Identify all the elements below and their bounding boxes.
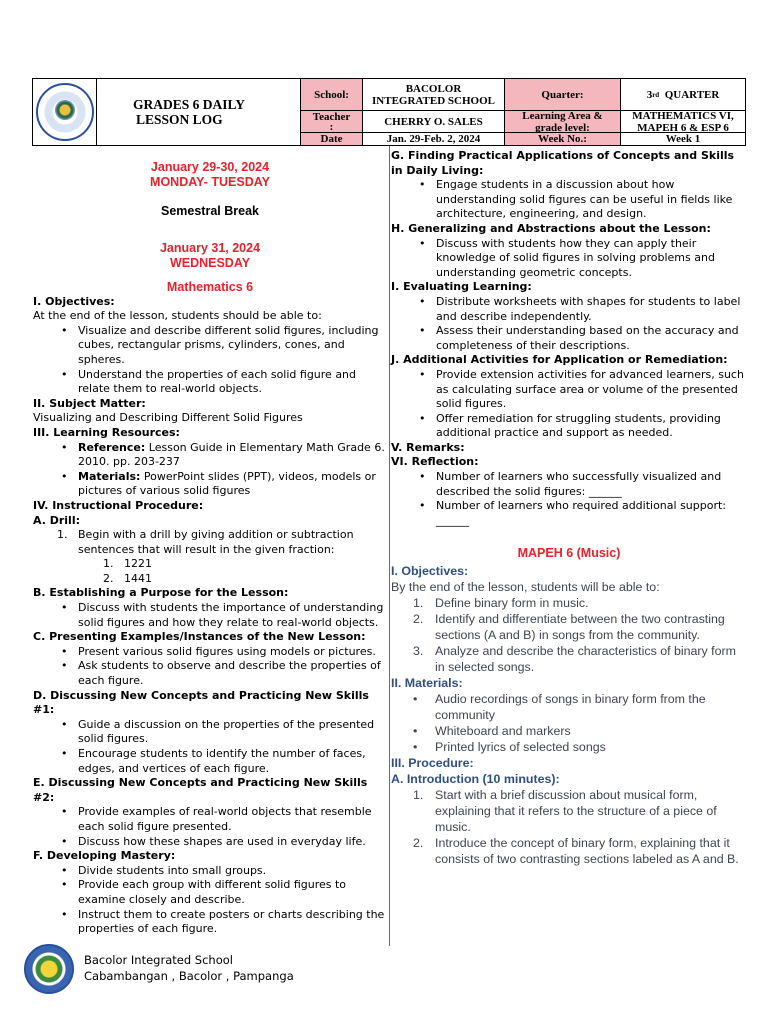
discussing1-list xyxy=(33,718,387,776)
date1-line-2: MONDAY- TUESDAY xyxy=(150,175,270,189)
mapeh-section xyxy=(391,563,747,867)
list-number: 1. xyxy=(413,788,424,803)
title-line-1: GRADES 6 DAILY xyxy=(133,97,246,112)
list-number: 1. xyxy=(103,557,114,571)
list-item xyxy=(33,572,387,587)
list-number: 1. xyxy=(57,528,68,542)
drill-list xyxy=(33,528,387,557)
list-item: • Discuss with students the importance of understanding solid figures and how they relate to real-world objects. xyxy=(33,601,387,630)
list-item xyxy=(33,470,387,499)
quarter-value xyxy=(621,79,745,111)
list-text: Define binary form in music. xyxy=(435,596,589,611)
discussing2-list xyxy=(33,805,387,849)
date1-line-1: January 29-30, 2024 xyxy=(150,160,270,174)
list-item: • Provide examples of real-world objects that resemble each solid figure presented. xyxy=(33,805,387,834)
music-intro-heading: A. Introduction (10 minutes): xyxy=(391,772,560,787)
music-objectives-intro: By the end of the lesson, students will be able to: xyxy=(391,580,660,595)
list-item: • Number of learners who successfully visualized and described the solid figures: ______ xyxy=(391,470,747,499)
school-value xyxy=(363,79,505,111)
discussing1-heading: D. Discussing New Concepts and Practicing New Skills #1: xyxy=(33,688,369,717)
list-item: • Guide a discussion on the properties of the presented solid figures. xyxy=(33,718,387,747)
music-objectives-heading: I. Objectives: xyxy=(391,564,469,579)
resources-list xyxy=(33,441,387,499)
quarter-number: 3 xyxy=(646,88,653,101)
g-heading: G. Finding Practical Applications of Concepts and Skills in Daily Living: xyxy=(391,149,735,177)
list-item: • Instruct them to create posters or charts describing the properties of each figure. xyxy=(33,908,387,937)
music-materials-heading: II. Materials: xyxy=(391,676,463,691)
list-text: Identify and differentiate between the two contrasting sections (A and B) in songs from the community. xyxy=(435,612,725,643)
school-label: School: xyxy=(301,79,363,111)
week-value: Week 1 xyxy=(665,133,701,145)
mapeh-title: MAPEH 6 (Music) xyxy=(517,546,621,561)
list-item: • Divide students into small groups. xyxy=(33,864,387,879)
quarter-word: QUARTER xyxy=(664,88,720,101)
purpose-list xyxy=(33,601,387,630)
g-list xyxy=(391,178,747,222)
list-item: • Discuss with students how they can apply their knowledge of solid figures in solving problems and understanding geometric concepts. xyxy=(391,237,747,281)
area-value-line-1: MATHEMATICS VI, xyxy=(632,109,734,122)
deped-seal-cell xyxy=(33,79,97,145)
procedure-heading: IV. Instructional Procedure: xyxy=(33,498,204,512)
reference-text: Lesson Guide in Elementary Math Grade 6. 2010. pp. 203-237 xyxy=(78,440,385,469)
semestral-break: Semestral Break xyxy=(161,204,259,218)
learning-area-value xyxy=(621,111,745,133)
list-item: • Audio recordings of songs in binary form from the community xyxy=(391,691,747,723)
drill-heading: A. Drill: xyxy=(33,513,80,527)
list-item: • Visualize and describe different solid figures, including cubes, rectangular prisms, cylinders, cones, and spheres. xyxy=(33,324,387,368)
area-value-line-2: MAPEH 6 & ESP 6 xyxy=(637,121,729,134)
j-heading: J. Additional Activities for Application or Remediation: xyxy=(391,353,728,367)
list-item: • Discuss how these shapes are used in everyday life. xyxy=(33,835,387,850)
reference-label: Reference: xyxy=(78,440,146,454)
footer-address: Cabambangan , Bacolor , Pampanga xyxy=(84,969,294,983)
school-logo xyxy=(24,944,74,994)
music-objectives-list xyxy=(391,595,747,675)
subject-matter-heading: II. Subject Matter: xyxy=(33,396,146,410)
i-heading: I. Evaluating Learning: xyxy=(391,280,532,294)
school-value-line-2: INTEGRATED SCHOOL xyxy=(372,94,495,107)
list-item: • Engage students in a discussion about how understanding solid figures can be useful in fields like architecture, engineering, and design. xyxy=(391,178,747,222)
i-list xyxy=(391,295,747,353)
subject-matter: Visualizing and Describing Different Solid Figures xyxy=(33,411,303,425)
list-item xyxy=(391,835,747,867)
list-item xyxy=(391,787,747,835)
date-label: Date xyxy=(301,133,363,145)
list-item xyxy=(391,595,747,611)
subject-title: Mathematics 6 xyxy=(166,279,254,294)
header-table xyxy=(32,78,746,146)
h-list xyxy=(391,237,747,281)
list-number: 3. xyxy=(413,644,424,659)
week-label: Week No.: xyxy=(505,133,621,145)
teacher-value: CHERRY O. SALES xyxy=(363,111,505,133)
list-item: • Present various solid figures using models or pictures. xyxy=(33,645,387,660)
materials-text: PowerPoint slides (PPT), videos, models or pictures of various solid figures xyxy=(78,469,376,498)
objectives-intro: At the end of the lesson, students should be able to: xyxy=(33,309,322,323)
footer-school-name: Bacolor Integrated School xyxy=(84,953,233,967)
list-item: • Provide extension activities for advanced learners, such as calculating surface area or volume of the presented solid figures. xyxy=(391,368,747,412)
h-heading: H. Generalizing and Abstractions about the Lesson: xyxy=(391,221,711,235)
list-item: • Encourage students to identify the number of faces, edges, and vertices of each figure. xyxy=(33,747,387,776)
list-item: • Printed lyrics of selected songs xyxy=(391,739,747,755)
list-item: • Offer remediation for struggling students, providing additional practice and support as needed. xyxy=(391,412,747,441)
remarks-heading: V. Remarks: xyxy=(391,440,465,454)
music-procedure-heading: III. Procedure: xyxy=(391,756,474,771)
list-number: 2. xyxy=(413,836,424,851)
list-number: 1. xyxy=(413,596,424,611)
left-column xyxy=(33,160,387,937)
list-item xyxy=(33,528,387,557)
deped-seal-logo xyxy=(36,83,94,141)
list-item: • Ask students to observe and describe the properties of each figure. xyxy=(33,659,387,688)
materials-label: Materials: xyxy=(78,469,141,483)
list-item xyxy=(391,643,747,675)
reflection-list xyxy=(391,470,747,528)
mastery-heading: F. Developing Mastery: xyxy=(33,849,176,863)
teacher-label-line-2: : xyxy=(329,121,334,133)
list-item xyxy=(33,441,387,470)
learning-resources-heading: III. Learning Resources: xyxy=(33,425,180,439)
list-item: • Distribute worksheets with shapes for students to label and describe independently. xyxy=(391,295,747,324)
list-item: • Number of learners who required additional support: ______ xyxy=(391,499,747,528)
drill-text: Begin with a drill by giving addition or subtraction sentences that will result in the given fraction: xyxy=(78,528,354,556)
list-item: • Assess their understanding based on the accuracy and completeness of their descriptions. xyxy=(391,324,747,353)
area-label-line-2: grade level: xyxy=(535,121,590,134)
list-number: 2. xyxy=(413,612,424,627)
list-text: Analyze and describe the characteristics of binary form in selected songs. xyxy=(435,644,736,675)
purpose-heading: B. Establishing a Purpose for the Lesson: xyxy=(33,586,289,600)
list-item: • Provide each group with different solid figures to examine closely and describe. xyxy=(33,878,387,907)
date-heading-monday-tuesday xyxy=(33,160,387,190)
list-item xyxy=(391,611,747,643)
quarter-suffix: rd xyxy=(652,90,660,99)
reflection-heading: VI. Reflection: xyxy=(391,455,479,469)
presenting-list xyxy=(33,645,387,689)
footer-address-block xyxy=(84,952,294,984)
objectives-heading: I. Objectives: xyxy=(33,294,115,308)
learning-area-label xyxy=(505,111,621,133)
date-value: Jan. 29-Feb. 2, 2024 xyxy=(363,133,505,145)
school-value-line-1: BACOLOR xyxy=(405,82,462,95)
j-list xyxy=(391,368,747,441)
mastery-list xyxy=(33,864,387,937)
quarter-label: Quarter: xyxy=(505,79,621,111)
title-line-2: LESSON LOG xyxy=(136,112,223,127)
list-item: • Understand the properties of each solid figure and relate them to real-world objects. xyxy=(33,368,387,397)
music-intro-list xyxy=(391,787,747,867)
teacher-label-line-1: Teacher xyxy=(312,111,351,123)
drill-fraction: 1221 xyxy=(124,557,152,571)
right-column xyxy=(391,149,747,867)
list-number: 2. xyxy=(103,571,114,585)
objectives-list xyxy=(33,324,387,397)
presenting-heading: C. Presenting Examples/Instances of the New Lesson: xyxy=(33,630,366,644)
date2-line-2: WEDNESDAY xyxy=(169,255,251,270)
date2-line-1: January 31, 2024 xyxy=(159,240,261,255)
area-label-line-1: Learning Area & xyxy=(522,109,603,122)
drill-fraction: 1441 xyxy=(124,571,152,585)
list-item: • Whiteboard and markers xyxy=(391,723,747,739)
discussing2-heading: E. Discussing New Concepts and Practicing New Skills #2: xyxy=(33,776,368,804)
drill-sub-list xyxy=(33,557,387,586)
date-heading-wednesday xyxy=(33,241,387,271)
list-text: Start with a brief discussion about musical form, explaining that it refers to the structure of a piece of music. xyxy=(435,788,717,835)
list-item xyxy=(33,557,387,572)
teacher-label xyxy=(301,111,363,133)
list-text: Introduce the concept of binary form, explaining that it consists of two contrasting sections labeled as A and B. xyxy=(435,836,739,867)
lesson-log-title xyxy=(97,79,301,145)
column-divider xyxy=(389,146,390,946)
music-materials-list xyxy=(391,691,747,755)
